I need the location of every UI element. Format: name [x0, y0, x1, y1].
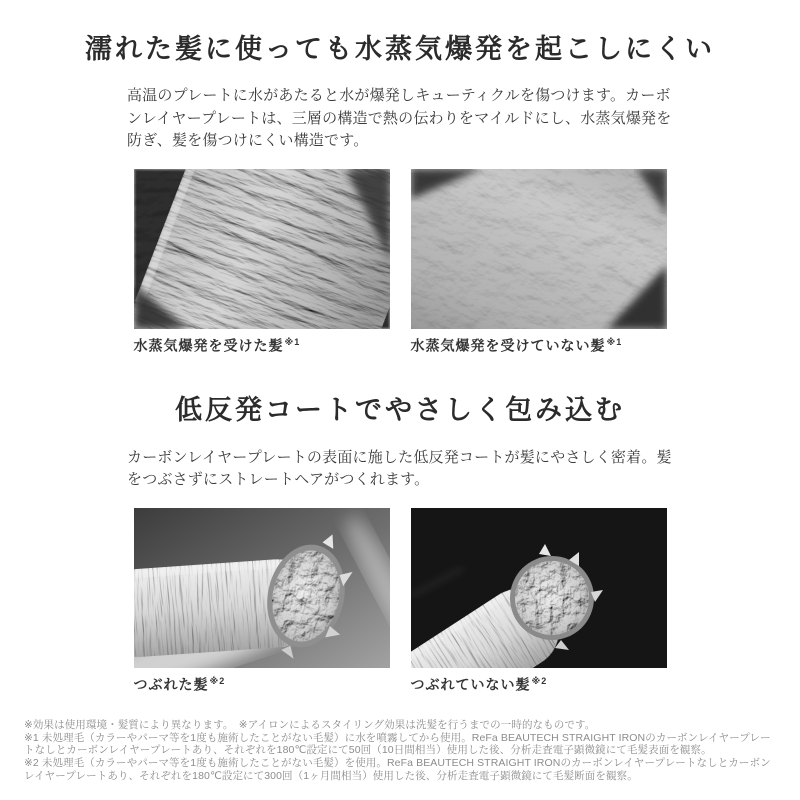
section1-body: 高温のプレートに水があたると水が爆発しキューティクルを傷つけます。カーボンレイヤープレートは、三層の構造で熱の伝わりをマイルドにし、水蒸気爆発を防ぎ、髪を傷つけにくい構造です。 — [127, 87, 672, 150]
figure-steam-damaged — [134, 169, 390, 354]
section2-body: カーボンレイヤープレートの表面に施した低反発コートが髪にやさしく密着。髪をつぶさずにストレートヘアがつくれます。 — [127, 448, 672, 489]
section1-figure-row — [134, 169, 667, 354]
section-low-rebound-coat — [0, 394, 800, 693]
sem-micrograph-round-cross-section — [411, 508, 667, 668]
figure-caption-steam-undamaged — [411, 337, 667, 354]
section-steam-explosion — [0, 0, 800, 354]
sem-micrograph-crushed-cross-section — [134, 508, 390, 668]
figure-steam-undamaged — [411, 169, 667, 354]
figure-caption-uncrushed — [411, 676, 667, 693]
figure-caption-crushed — [134, 676, 390, 693]
footnote-2: ※2 未処理毛（カラーやパーマ等を1度も施術したことがない毛髪）を使用。ReFa BEAUTECH STRAIGHT IRONのカーボンレイヤープレートなしとカーボンレイヤープレートあり、それぞれを180℃設定にて300回（1ヶ月間相当）使用した後、分析走査電子顕微鏡にて毛髪断面を観察。 — [24, 756, 771, 782]
sem-image-steam-undamaged-hair — [411, 169, 667, 329]
figure-caption-steam-damaged — [134, 337, 390, 354]
sem-image-crushed-hair — [134, 508, 390, 668]
caption-text: 水蒸気爆発を受けていない髪 — [410, 337, 606, 354]
sem-micrograph-healthy-surface — [411, 169, 667, 329]
footnote-ref-2: ※2 — [531, 675, 548, 686]
footnote-ref-2: ※2 — [209, 675, 226, 686]
caption-text: つぶれていない髪 — [410, 676, 531, 693]
footnote-ref-1: ※1 — [284, 336, 301, 347]
caption-text: つぶれた髪 — [133, 676, 209, 693]
section2-figure-row — [134, 508, 667, 693]
footnote-1: ※1 未処理毛（カラーやパーマ等を1度も施術したことがない毛髪）に水を噴霧してから使用。ReFa BEAUTECH STRAIGHT IRONのカーボンレイヤープレートなしとカーボンレイヤープレートあり、それぞれを180℃設定にて50回（10日間相当）使用した後、分析走査電子顕微鏡にて毛髪表面を観察。 — [24, 731, 771, 757]
figure-uncrushed — [411, 508, 667, 693]
footnote-ref-1: ※1 — [606, 336, 623, 347]
sem-micrograph-damaged-surface — [134, 169, 390, 329]
section2-heading: 低反発コートでやさしく包み込む — [175, 395, 625, 426]
sem-image-steam-damaged-hair — [134, 169, 390, 329]
footnotes — [24, 719, 776, 782]
section1-heading: 濡れた髪に使っても水蒸気爆発を起こしにくい — [85, 34, 715, 64]
footnote-general: ※効果は使用環境・髪質により異なります。 ※アイロンによるスタイリング効果は洗髪を行うまでの一時的なものです。 — [24, 719, 596, 732]
caption-text: 水蒸気爆発を受けた髪 — [133, 337, 284, 354]
figure-crushed — [134, 508, 390, 693]
sem-image-uncrushed-hair — [411, 508, 667, 668]
